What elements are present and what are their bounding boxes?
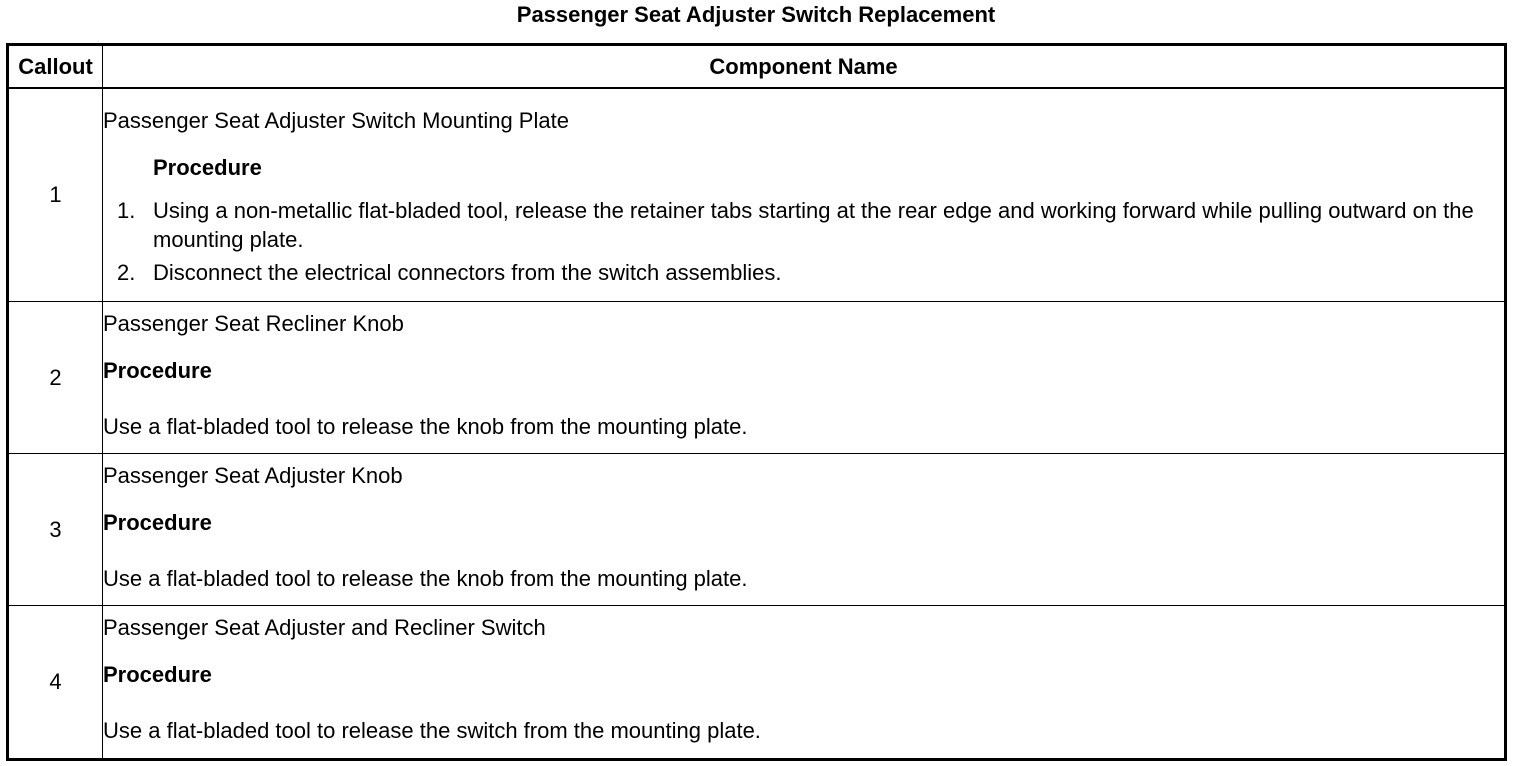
step-text: Disconnect the electrical connectors from the switch assemblies. xyxy=(153,259,782,285)
procedure-heading: Procedure xyxy=(153,154,262,180)
table-row xyxy=(8,606,1506,760)
table-row xyxy=(8,88,1506,302)
procedure-heading: Procedure xyxy=(103,357,212,383)
procedure-steps xyxy=(103,196,1504,287)
component-column-header: Component Name xyxy=(103,45,1506,89)
procedure-heading: Procedure xyxy=(103,662,212,687)
procedure-heading: Procedure xyxy=(103,509,212,535)
callout-number: 2 xyxy=(8,302,103,454)
component-name: Passenger Seat Recliner Knob xyxy=(103,310,404,336)
procedure-step xyxy=(117,258,1504,287)
step-number: 1. xyxy=(117,197,136,223)
component-name: Passenger Seat Adjuster Knob xyxy=(103,462,403,488)
document-title: Passenger Seat Adjuster Switch Replacement xyxy=(516,2,996,27)
component-cell xyxy=(103,454,1506,606)
component-cell xyxy=(103,302,1506,454)
procedure-text: Use a flat-bladed tool to release the knob from the mounting plate. xyxy=(103,413,748,439)
header-row xyxy=(8,45,1506,89)
component-cell xyxy=(103,606,1506,760)
procedure-text: Use a flat-bladed tool to release the knob from the mounting plate. xyxy=(103,565,748,591)
step-number: 2. xyxy=(117,259,136,285)
callout-column-header: Callout xyxy=(8,45,103,89)
procedure-step xyxy=(117,196,1504,254)
callout-number: 4 xyxy=(8,606,103,760)
component-name: Passenger Seat Adjuster Switch Mounting Plate xyxy=(103,107,569,133)
callout-number: 3 xyxy=(8,454,103,606)
procedure-table xyxy=(6,43,1507,761)
table-row xyxy=(8,302,1506,454)
table-row xyxy=(8,454,1506,606)
step-text: Using a non-metallic flat-bladed tool, release the retainer tabs starting at the rear edge and working forward while pulling outward on the mounting plate. xyxy=(153,197,1474,252)
procedure-text: Use a flat-bladed tool to release the switch from the mounting plate. xyxy=(103,718,761,743)
component-cell xyxy=(103,88,1506,302)
component-name: Passenger Seat Adjuster and Recliner Switch xyxy=(103,615,546,640)
callout-number: 1 xyxy=(8,88,103,302)
